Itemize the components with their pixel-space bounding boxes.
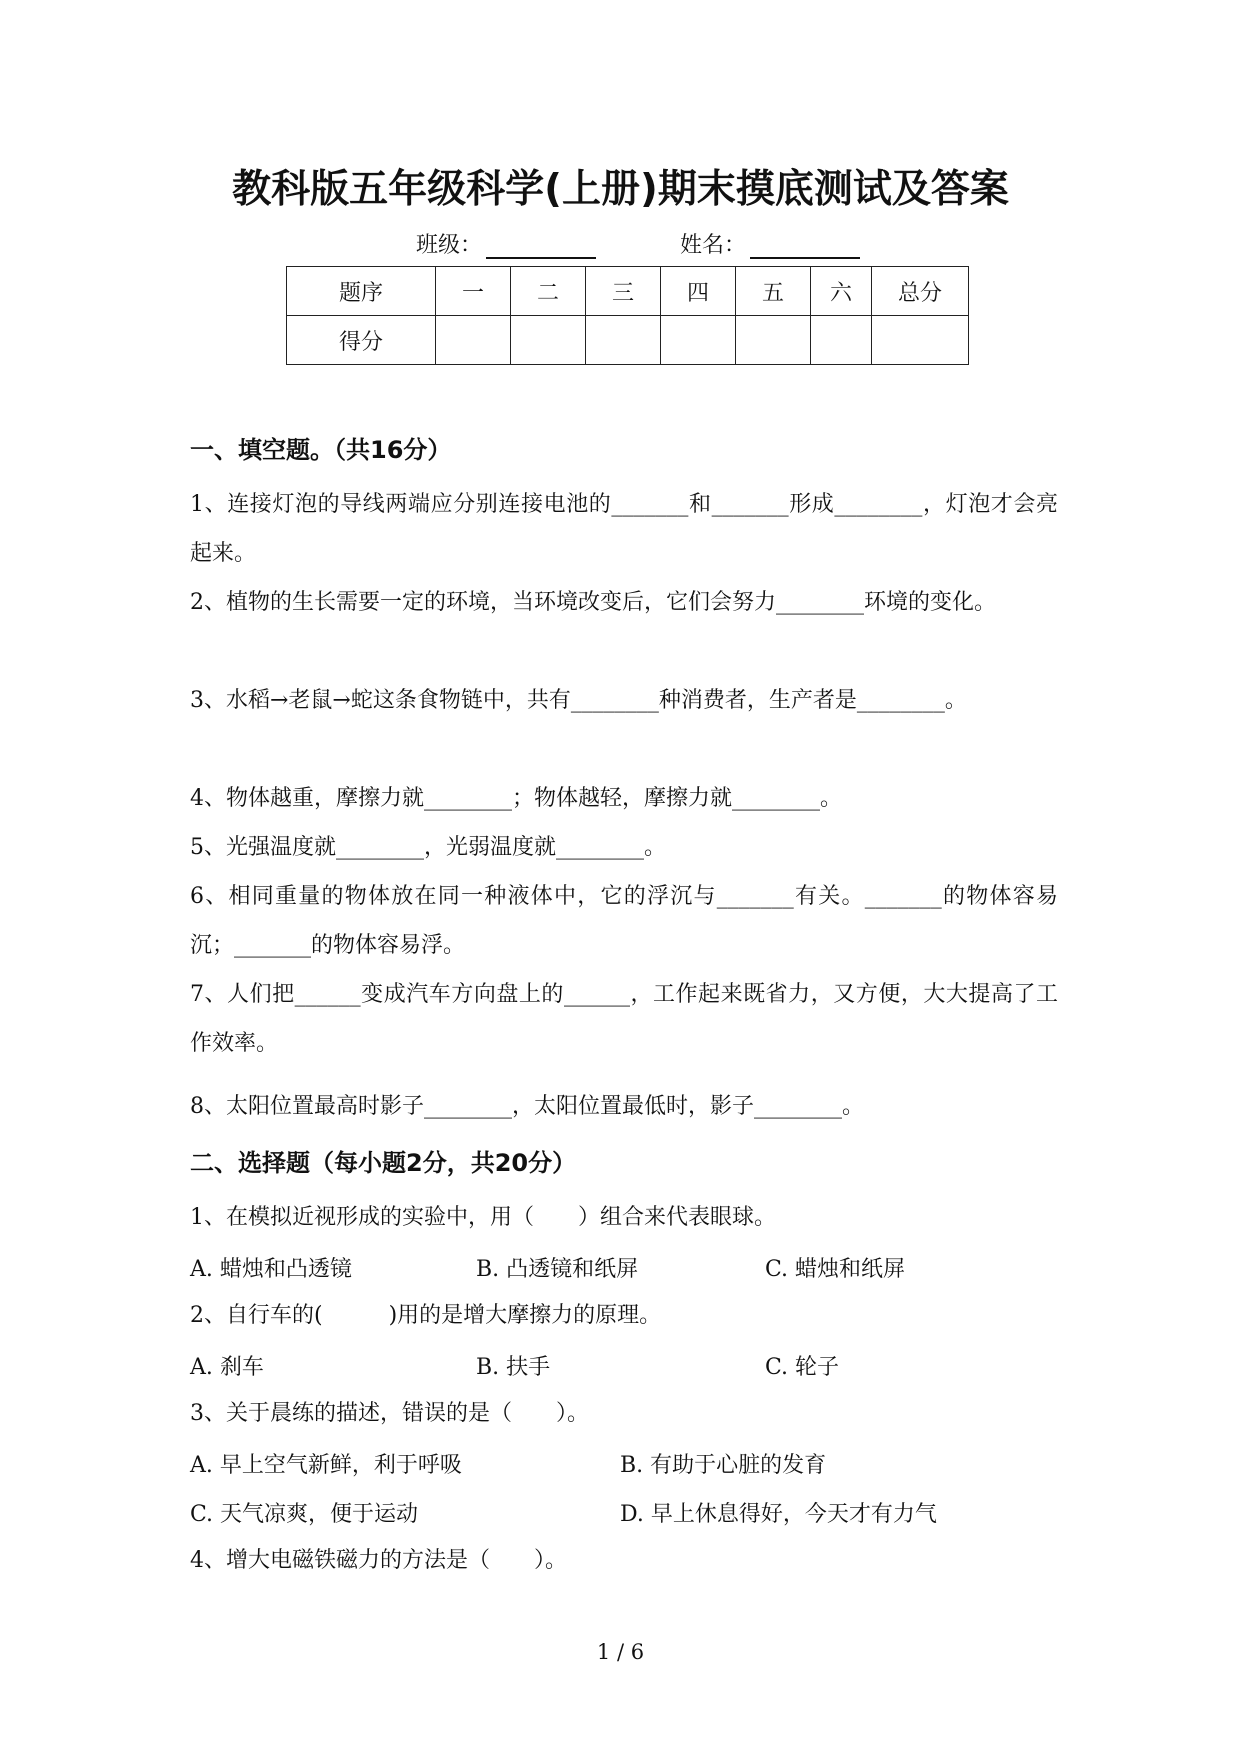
question-item: 1、在模拟近视形成的实验中，用（ ）组合来代表眼球。 (190, 1205, 776, 1230)
table-cell: 六 (811, 267, 872, 316)
option-c: C. 轮子 (765, 1355, 840, 1380)
option-b: B. 凸透镜和纸屏 (476, 1257, 639, 1282)
question-item: 3、关于晨练的描述，错误的是（ ）。 (190, 1401, 589, 1426)
name-label: 姓名： (680, 233, 747, 258)
option-b: B. 扶手 (476, 1355, 551, 1380)
question-item: 4、增大电磁铁磁力的方法是（ ）。 (190, 1548, 567, 1573)
score-cell[interactable] (872, 316, 969, 365)
table-cell: 三 (586, 267, 661, 316)
section-heading-choice: 二、选择题（每小题2分，共20分） (190, 1149, 577, 1177)
question-item: 3、水稻→老鼠→蛇这条食物链中，共有________种消费者，生产者是________。 (190, 688, 967, 713)
question-item: 2、植物的生长需要一定的环境，当环境改变后，它们会努力________环境的变化。 (190, 590, 996, 615)
score-table (286, 266, 969, 365)
score-cell[interactable] (586, 316, 661, 365)
question-item: 7、人们把______变成汽车方向盘上的______，工作起来既省力，又方便，大大提高了工作效率。 (190, 982, 1058, 1056)
question-item: 6、相同重量的物体放在同一种液体中，它的浮沉与_______有关。_______的物体容易沉；_______的物体容易浮。 (190, 884, 1058, 958)
score-cell[interactable] (436, 316, 511, 365)
table-cell: 二 (511, 267, 586, 316)
class-field (416, 228, 596, 259)
score-cell[interactable] (661, 316, 736, 365)
name-field (680, 228, 860, 259)
question-item: 5、光强温度就________，光弱温度就________。 (190, 835, 666, 860)
section-heading-fill-in: 一、填空题。（共16分） (190, 436, 452, 464)
option-d: D. 早上休息得好，今天才有力气 (620, 1502, 937, 1527)
table-cell: 五 (736, 267, 811, 316)
option-a: A. 早上空气新鲜，利于呼吸 (190, 1453, 462, 1478)
score-cell[interactable] (511, 316, 586, 365)
class-label: 班级： (416, 233, 483, 258)
option-b: B. 有助于心脏的发育 (620, 1453, 827, 1478)
table-cell: 四 (661, 267, 736, 316)
name-blank (750, 235, 860, 259)
page-title: 教科版五年级科学(上册)期末摸底测试及答案 (232, 167, 1009, 212)
question-item: 1、连接灯泡的导线两端应分别连接电池的_______和_______形成________，灯泡才会亮起来。 (190, 492, 1058, 566)
table-row (287, 316, 969, 365)
table-cell: 总分 (872, 267, 969, 316)
question-item: 4、物体越重，摩擦力就________；物体越轻，摩擦力就________。 (190, 786, 842, 811)
table-cell: 一 (436, 267, 511, 316)
option-a: A. 刹车 (190, 1355, 264, 1380)
option-c: C. 蜡烛和纸屏 (765, 1257, 906, 1282)
question-item: 8、太阳位置最高时影子________，太阳位置最低时，影子________。 (190, 1094, 864, 1119)
table-cell: 得分 (287, 316, 436, 365)
class-blank (486, 235, 596, 259)
page-number: 1 / 6 (596, 1640, 645, 1664)
score-cell[interactable] (811, 316, 872, 365)
score-cell[interactable] (736, 316, 811, 365)
table-cell: 题序 (287, 267, 436, 316)
option-a: A. 蜡烛和凸透镜 (190, 1257, 352, 1282)
table-row (287, 267, 969, 316)
question-item: 2、自行车的( )用的是增大摩擦力的原理。 (190, 1303, 662, 1328)
option-c: C. 天气凉爽，便于运动 (190, 1502, 419, 1527)
